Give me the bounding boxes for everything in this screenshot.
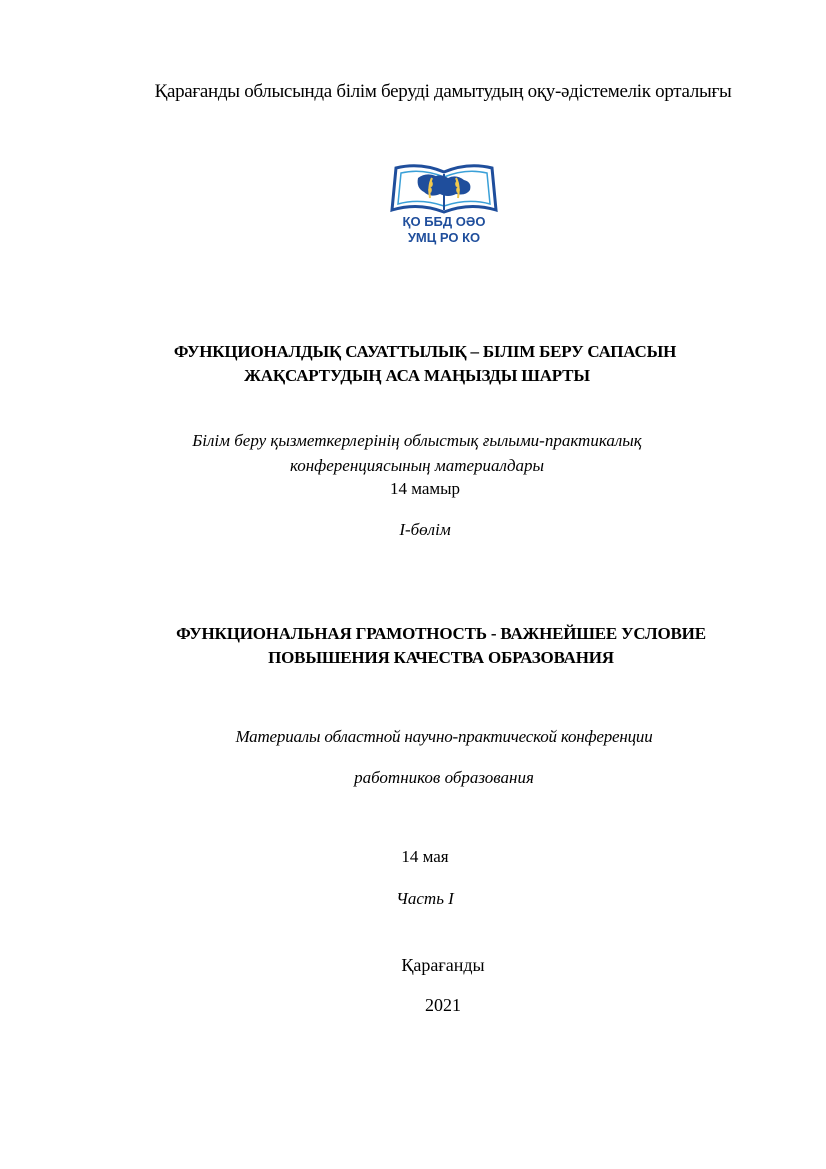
- kazakh-title-line-1: ФУНКЦИОНАЛДЫҚ САУАТТЫЛЫҚ – БІЛІМ БЕРУ САПАСЫН: [173, 342, 677, 361]
- russian-date: 14 мая: [401, 847, 449, 866]
- kazakh-part: I-бөлім: [399, 520, 451, 539]
- kazakh-subtitle-line-1: Білім беру қызметкерлерінің облыстық ғылыми-практикалық: [192, 431, 642, 450]
- organization-name: Қарағанды облысында білім беруді дамытудың оқу-әдістемелік орталығы: [154, 81, 732, 102]
- logo-text-kazakh: ҚО ББД ОӘО: [402, 214, 486, 229]
- russian-subtitle-line-1: Материалы областной научно-практической конференции: [235, 727, 653, 746]
- kazakh-title-line-2: ЖАҚСАРТУДЫҢ АСА МАҢЫЗДЫ ШАРТЫ: [244, 366, 590, 385]
- kazakh-subtitle-line-2: конференциясының материалдары: [289, 456, 545, 475]
- publication-city: Қарағанды: [401, 955, 485, 975]
- russian-title-line-1: ФУНКЦИОНАЛЬНАЯ ГРАМОТНОСТЬ - ВАЖНЕЙШЕЕ УСЛОВИЕ: [176, 624, 706, 643]
- organization-logo: [386, 154, 502, 246]
- russian-part: Часть I: [396, 889, 454, 908]
- logo-text-russian: УМЦ РО КО: [407, 230, 481, 245]
- kazakh-date: 14 мамыр: [389, 479, 461, 498]
- publication-year: 2021: [425, 995, 461, 1015]
- russian-subtitle-line-2: работников образования: [354, 768, 534, 787]
- russian-title-line-2: ПОВЫШЕНИЯ КАЧЕСТВА ОБРАЗОВАНИЯ: [268, 648, 614, 667]
- book-map-emblem-icon: [386, 154, 502, 246]
